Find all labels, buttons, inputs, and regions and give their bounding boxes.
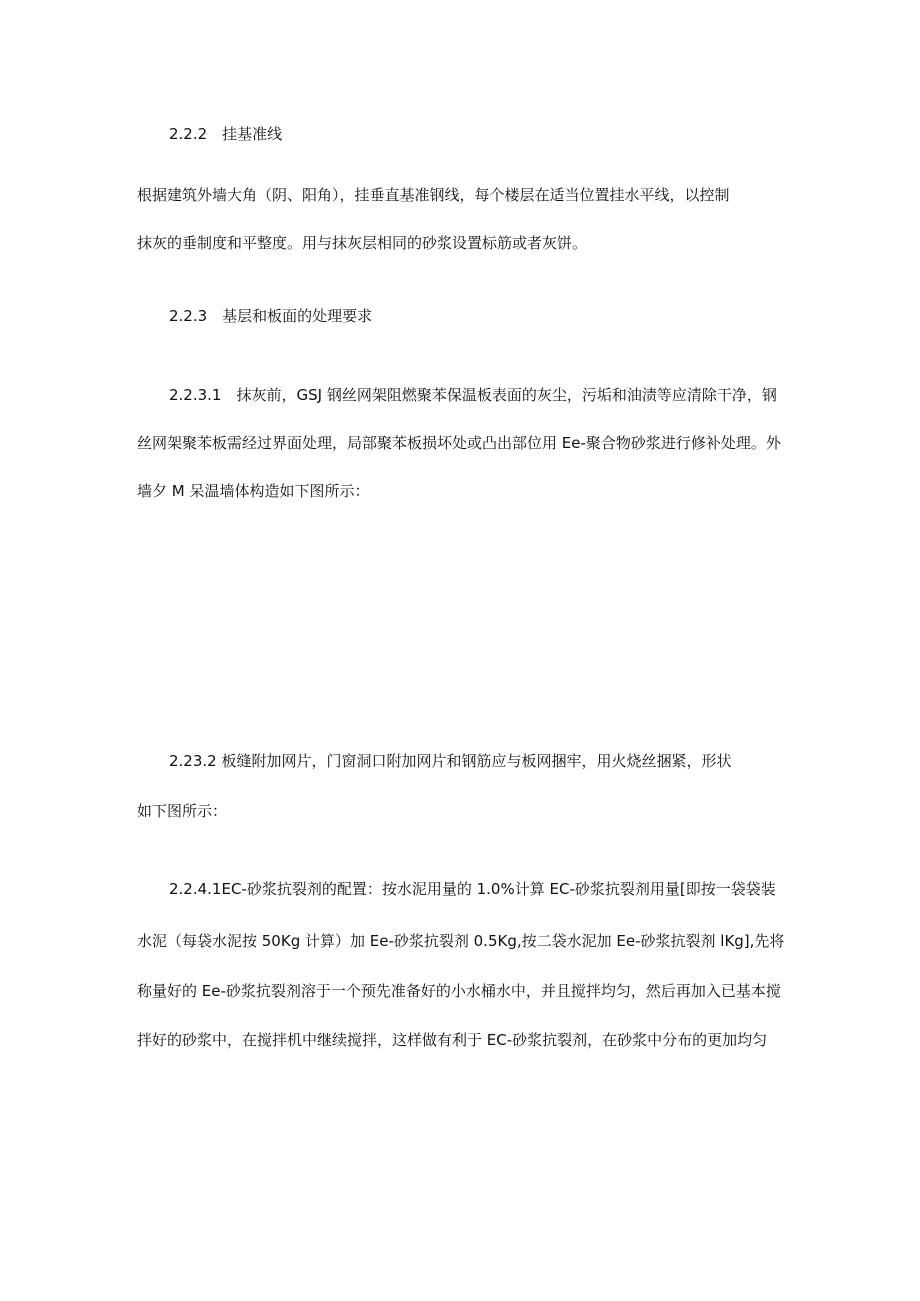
paragraph-line: 拌好的砂浆中，在搅拌机中继续搅拌，这样做有利于 EC-砂浆抗裂剂，在砂浆中分布的更加均匀 (137, 1031, 768, 1049)
paragraph-line: 根据建筑外墙大角（阴、阳角），挂垂直基准钢线，每个楼层在适当位置挂水平线，以控制 (137, 186, 730, 204)
paragraph-line: 如下图所示： (137, 802, 228, 820)
paragraph-line: 2.23.2 板缝附加网片，门窗洞口附加网片和钢筋应与板网捆牢，用火烧丝捆紧，形状 (169, 752, 732, 770)
figure-placeholder (137, 520, 787, 740)
figure-placeholder (137, 830, 787, 870)
paragraph-line: 2.2.4.1EC-砂浆抗裂剂的配置：按水泥用量的 1.0%计算 EC-砂浆抗裂剂用量[即按一袋袋装 (169, 880, 776, 898)
paragraph-line: 丝网架聚苯板需经过界面处理，局部聚苯板损坏处或凸出部位用 Ee-聚合物砂浆进行修补处理。外 (137, 434, 781, 452)
section-heading-2-2-3: 2.2.3 基层和板面的处理要求 (169, 307, 373, 325)
paragraph-line: 墙夕 M 呆温墙体构造如下图所示： (137, 482, 370, 500)
section-heading-2-2-2: 2.2.2 挂基准线 (169, 125, 283, 143)
paragraph-line: 2.2.3.1 抹灰前，GSJ 钢丝网架阻燃聚苯保温板表面的灰尘，污垢和油渍等应清除干净，钢 (169, 386, 777, 404)
paragraph-line: 抹灰的垂制度和平整度。用与抹灰层相同的砂浆设置标筋或者灰饼。 (137, 234, 588, 252)
paragraph-line: 水泥（每袋水泥按 50Kg 计算）加 Ee-砂浆抗裂剂 0.5Kg,按二袋水泥加 Ee-砂浆抗裂剂 lKg],先将 (137, 932, 785, 950)
paragraph-line: 称量好的 Ee-砂浆抗裂剂溶于一个预先准备好的小水桶水中，并且搅拌均匀，然后再加入已基本搅 (137, 982, 781, 1000)
